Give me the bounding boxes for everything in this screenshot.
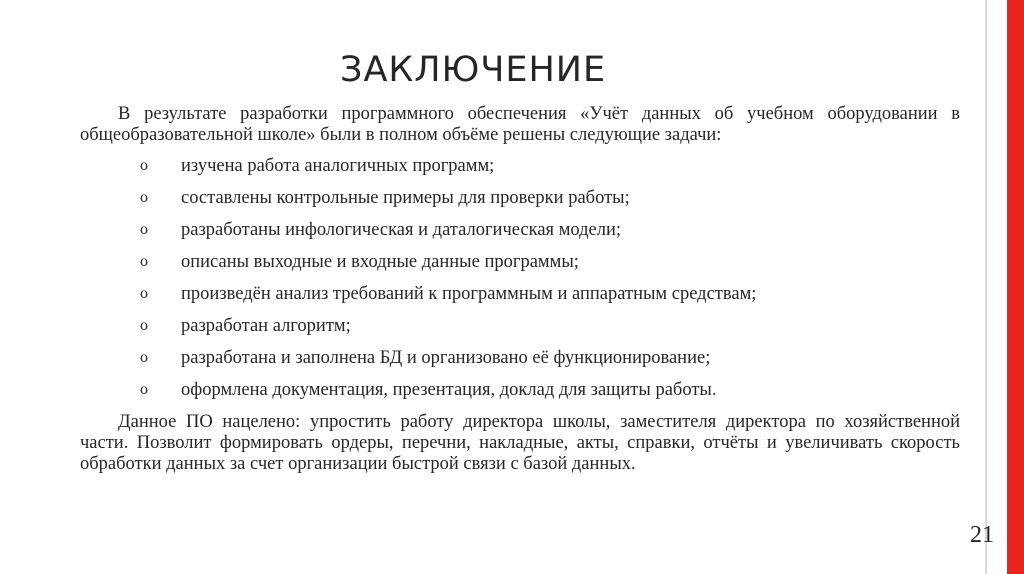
circle-bullet-icon: o: [140, 285, 148, 302]
circle-bullet-icon: o: [140, 317, 148, 334]
circle-bullet-icon: o: [140, 349, 148, 366]
list-item: [80, 150, 960, 182]
circle-bullet-icon: o: [140, 253, 148, 270]
list-item-text: разработана и заполнена БД и организовано её функционирование;: [181, 348, 711, 368]
accent-bar: [1007, 0, 1024, 574]
circle-bullet-icon: o: [140, 189, 148, 206]
task-list: [80, 150, 960, 406]
list-item: [80, 278, 960, 310]
list-item: [80, 182, 960, 214]
circle-bullet-icon: o: [140, 157, 148, 174]
list-item-text: произведён анализ требований к программным и аппаратным средствам;: [181, 284, 757, 304]
list-item: [80, 214, 960, 246]
list-item-text: разработаны инфологическая и даталогическая модели;: [181, 220, 622, 240]
list-item: [80, 374, 960, 406]
circle-bullet-icon: o: [140, 381, 148, 398]
intro-paragraph: В результате разработки программного обеспечения «Учёт данных об учебном оборудовании в общеобразовательной школе» были в полном объёме решены следующие задачи:: [80, 104, 960, 145]
slide-body: [80, 104, 960, 475]
list-item: [80, 342, 960, 374]
list-item: [80, 246, 960, 278]
list-item-text: составлены контрольные примеры для проверки работы;: [181, 188, 630, 208]
list-item-text: изучена работа аналогичных программ;: [181, 156, 495, 176]
page-number: 21: [970, 522, 994, 548]
circle-bullet-icon: o: [140, 221, 148, 238]
conclusion-paragraph: Данное ПО нацелено: упростить работу директора школы, заместителя директора по хозяйственной части. Позволит формировать ордеры, перечни, накладные, акты, справки, отчёты и увеличивать скорость обработки данных за счет организации быстрой связи с базой данных.: [80, 412, 960, 474]
decorative-divider-line: [985, 0, 987, 574]
list-item: [80, 310, 960, 342]
list-item-text: разработан алгоритм;: [181, 316, 351, 336]
list-item-text: описаны выходные и входные данные программы;: [181, 252, 579, 272]
list-item-text: оформлена документация, презентация, доклад для защиты работы.: [181, 380, 717, 400]
slide-title: ЗАКЛЮЧЕНИЕ: [340, 50, 607, 90]
